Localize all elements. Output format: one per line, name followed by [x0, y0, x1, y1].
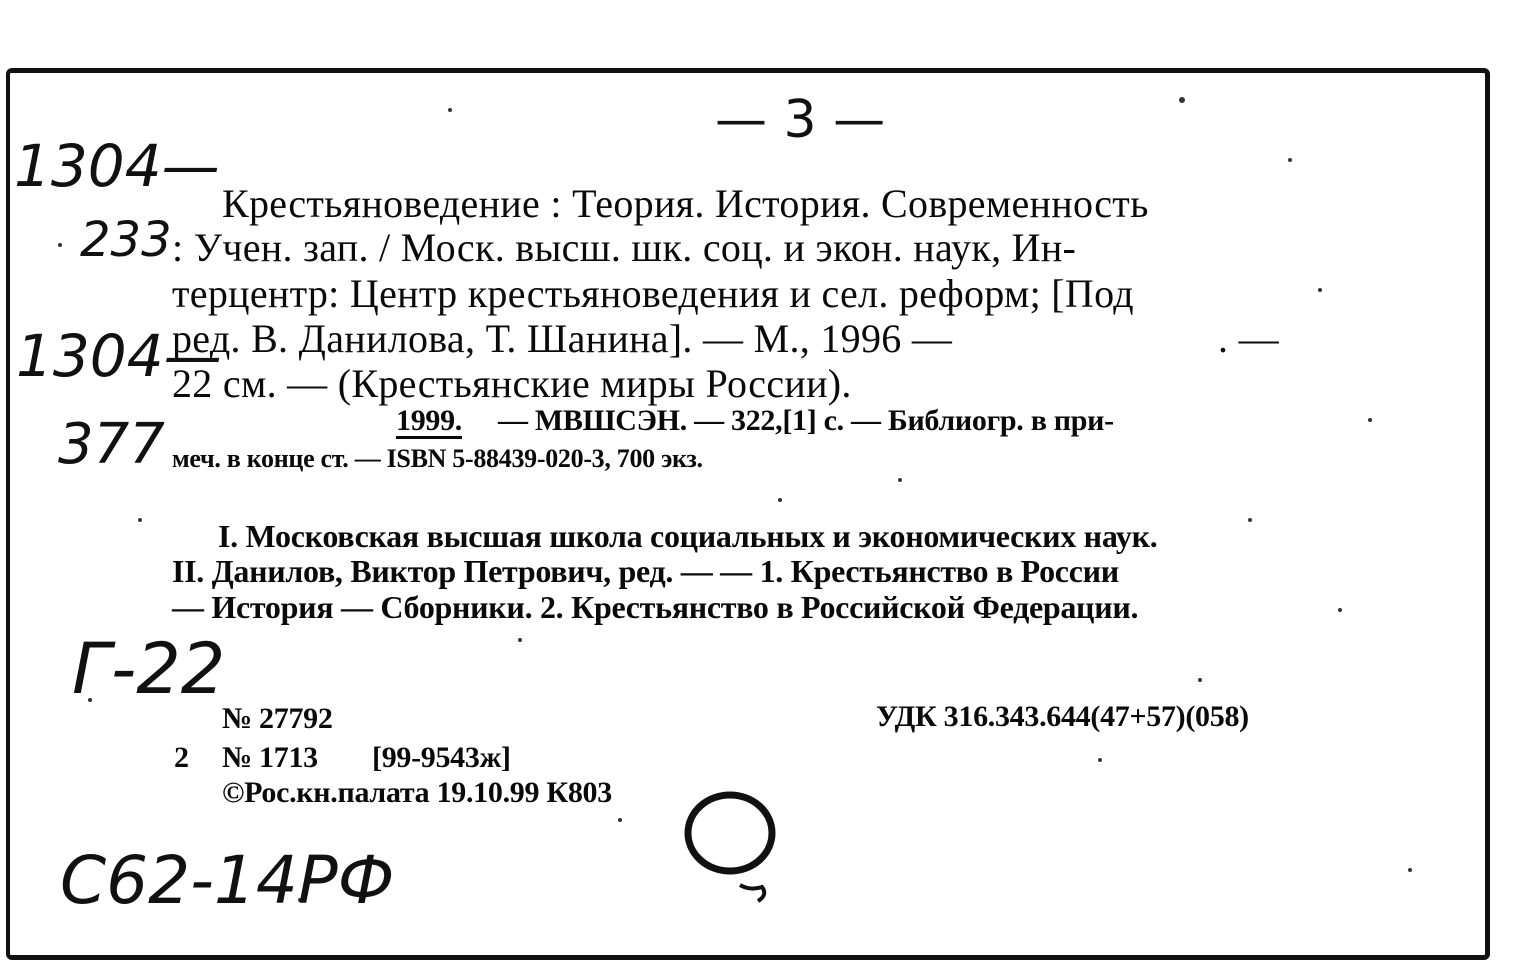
- handwritten-mark-2: 233: [80, 212, 172, 268]
- book-chamber-stamp: ©Рос.кн.палата 19.10.99 К803: [222, 776, 612, 809]
- copy-count: 2: [174, 741, 189, 774]
- entry-line-4a: ред. В. Данилова, Т. Шанина]. — М., 1996 —: [172, 316, 953, 361]
- subject-line-2: II. Данилов, Виктор Петрович, ред. — — 1. Крестьянство в России: [172, 553, 1119, 589]
- entry-line-5: 22 см. — (Крестьянские миры России).: [172, 361, 852, 406]
- card-code: [99-9543ж]: [372, 741, 511, 774]
- entry-line-4b: . —: [1218, 316, 1279, 361]
- card-number: № 1713: [222, 741, 318, 774]
- handwritten-mark-6: С62-14РФ: [60, 842, 395, 919]
- subject-line-1: I. Московская высшая школа социальных и экономических наук.: [218, 518, 1158, 554]
- handwritten-mark-5: Г-22: [72, 628, 226, 710]
- handwritten-mark-3: 1304—: [16, 322, 222, 390]
- entry-line-3: терцентр: Центр крестьяноведения и сел. реформ; [Под: [172, 271, 1134, 316]
- entry-line-1: Крестьяноведение : Теория. История. Современность: [222, 181, 1149, 226]
- entry-year: 1999.: [396, 404, 463, 437]
- handwritten-mark-1: 1304—: [14, 132, 220, 200]
- record-number: № 27792: [222, 702, 333, 735]
- circle-stamp: [688, 795, 772, 871]
- entry-line-6: — МВШСЭН. — 322,[1] с. — Библиогр. в при-: [498, 404, 1114, 437]
- handwritten-mark-4: 377: [58, 412, 165, 477]
- entry-line-2: : Учен. зап. / Моск. высш. шк. соц. и экон. наук, Ин-: [172, 225, 1077, 270]
- udk-code: УДК 316.343.644(47+57)(058): [876, 700, 1249, 733]
- entry-line-7: меч. в конце ст. — ISBN 5-88439-020-3, 700 экз.: [172, 444, 703, 473]
- page-marker: — 3 —: [715, 90, 886, 150]
- subject-line-3: — История — Сборники. 2. Крестьянство в Российской Федерации.: [172, 589, 1139, 625]
